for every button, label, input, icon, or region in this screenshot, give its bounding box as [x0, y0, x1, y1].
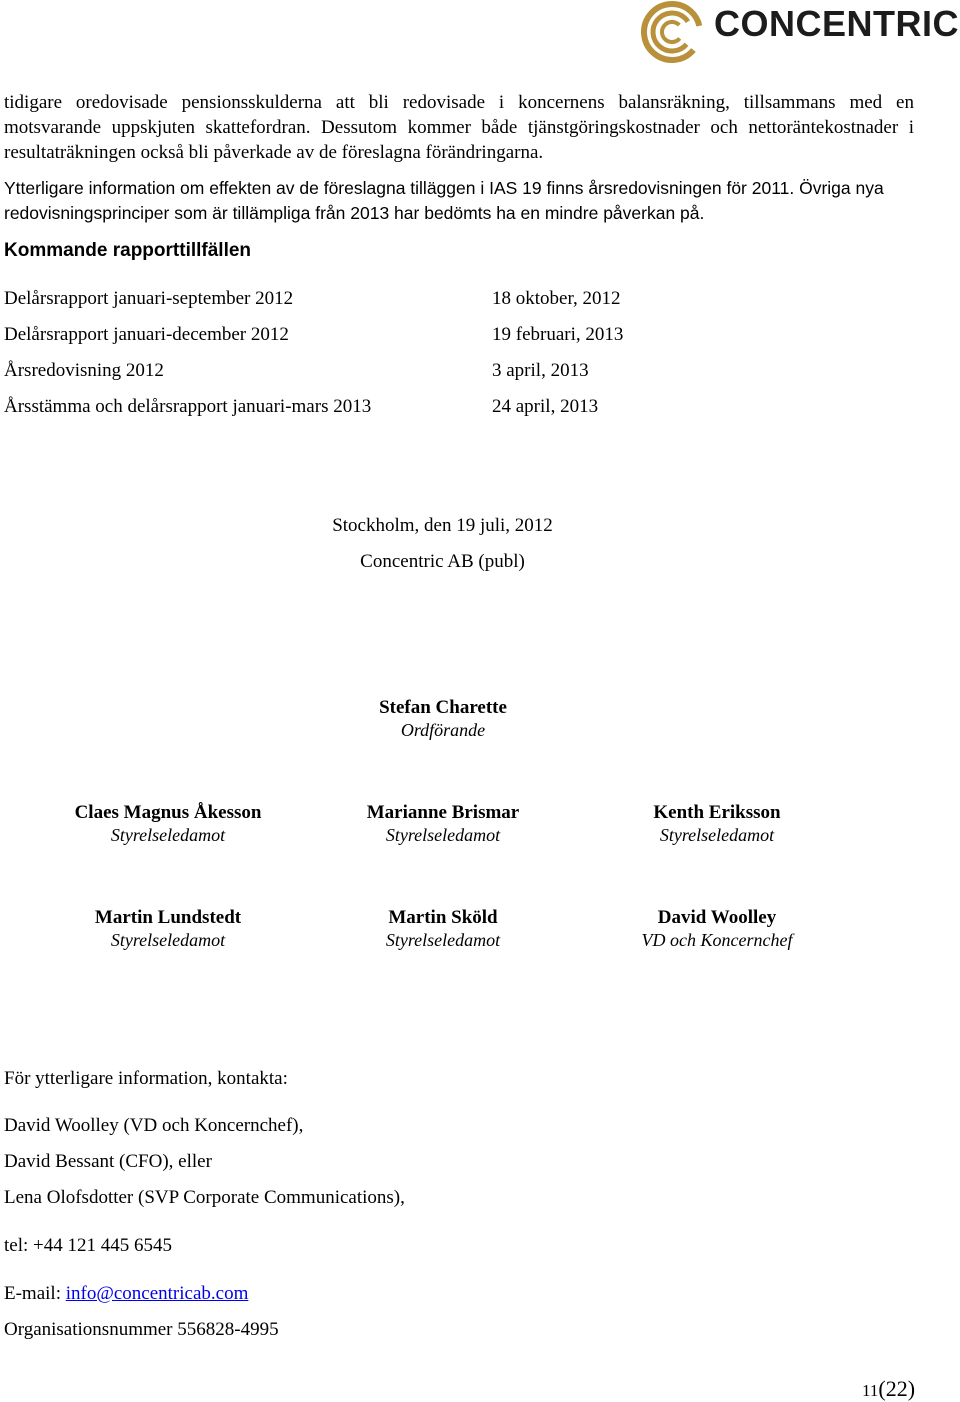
schedule-label: Årsstämma och delårsrapport januari-mars 2013: [4, 396, 372, 417]
contact-person: David Woolley (VD och Koncernchef),: [4, 1115, 304, 1136]
signature-block: [567, 801, 867, 847]
signatory-title: Ordförande: [400, 720, 486, 740]
signature-block: [18, 801, 318, 847]
signature-block: [567, 906, 867, 952]
email-link[interactable]: info@concentricab.com: [65, 1283, 249, 1304]
signatory-title: VD och Koncernchef: [641, 930, 793, 950]
schedule-date: 24 april, 2013: [492, 396, 599, 417]
page-total: (22): [878, 1376, 916, 1401]
signatory-name: Martin Sköld: [388, 907, 498, 928]
signatory-name: Marianne Brismar: [366, 802, 520, 823]
section-heading: Kommande rapporttillfällen: [4, 240, 252, 261]
signatory-name: Claes Magnus Åkesson: [74, 802, 262, 823]
signatory-name: Martin Lundstedt: [94, 907, 242, 928]
signature-block: [293, 906, 593, 952]
schedule-label: Delårsrapport januari-september 2012: [4, 288, 294, 309]
paragraph-ias19: Ytterligare information om effekten av de föreslagna tilläggen i IAS 19 finns årsredovisningen för 2011. Övriga nya redovisningsprinciper som är tillämpliga från 2013 har bedömts ha en mindre påverkan på.: [4, 178, 884, 223]
org-number: Organisationsnummer 556828-4995: [4, 1319, 279, 1340]
signatory-title: Styrelseledamot: [385, 825, 501, 845]
signature-chair: [293, 696, 593, 742]
concentric-logo-icon: [636, 0, 712, 66]
paragraph-pension: tidigare oredovisade pensionsskulderna att bli redovisade i koncernens balansräkning, tillsammans med en motsvarande uppskjuten skattefordran. Dessutom kommer både tjänstgöringskostnader och nettoräntekostnader i resultaträkningen också bli påverkade av de föreslagna förändringarna.: [4, 92, 914, 163]
signatory-title: Styrelseledamot: [110, 930, 226, 950]
schedule-label: Delårsrapport januari-december 2012: [4, 324, 289, 345]
place-date: Stockholm, den 19 juli, 2012: [332, 515, 553, 536]
signature-block: [18, 906, 318, 952]
company-name: Concentric AB (publ): [360, 551, 525, 572]
contact-intro: För ytterligare information, kontakta:: [4, 1068, 288, 1089]
signature-block: [293, 801, 593, 847]
contact-email-line: [4, 1283, 248, 1305]
signatory-name: Kenth Eriksson: [653, 802, 781, 823]
signatory-title: Styrelseledamot: [659, 825, 775, 845]
page-number: [862, 1376, 915, 1402]
company-logo: [636, 0, 958, 66]
contact-person: David Bessant (CFO), eller: [4, 1151, 212, 1172]
contact-phone: tel: +44 121 445 6545: [4, 1235, 172, 1256]
schedule-date: 19 februari, 2013: [492, 324, 624, 345]
signatory-name: David Woolley: [657, 907, 777, 928]
contact-person: Lena Olofsdotter (SVP Corporate Communications),: [4, 1187, 405, 1208]
signatory-title: Styrelseledamot: [110, 825, 226, 845]
signatory-name: Stefan Charette: [379, 697, 507, 718]
signatory-title: Styrelseledamot: [385, 930, 501, 950]
schedule-date: 18 oktober, 2012: [492, 288, 621, 309]
logo-wordmark: CONCENTRIC: [714, 3, 959, 44]
email-label: E-mail:: [4, 1283, 66, 1304]
page-current: 11: [862, 1381, 879, 1400]
schedule-label: Årsredovisning 2012: [4, 360, 164, 381]
schedule-date: 3 april, 2013: [492, 360, 589, 381]
